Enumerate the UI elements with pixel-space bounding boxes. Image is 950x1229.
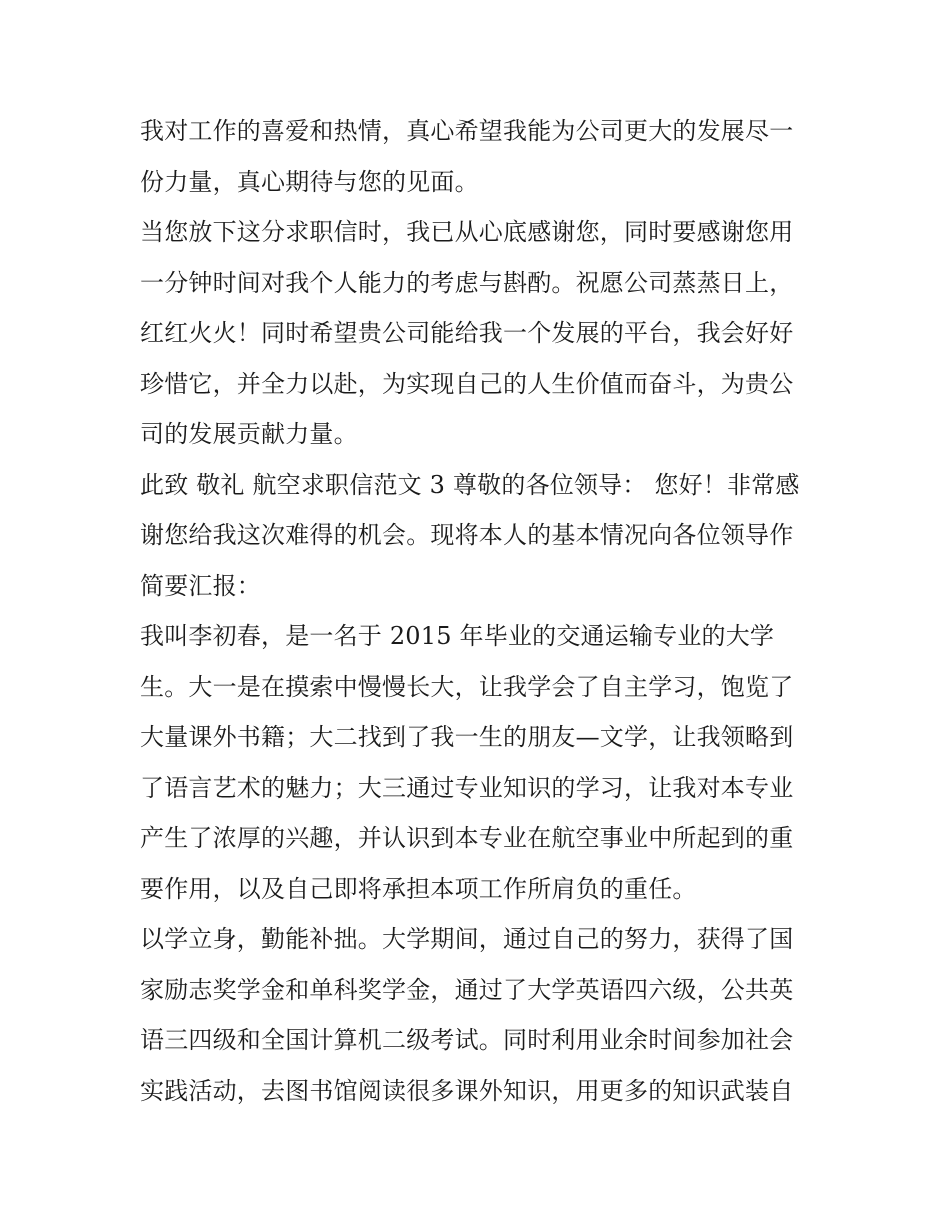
text-line: 我叫李初春，是一名于 2015 年毕业的交通运输专业的大学	[140, 622, 775, 650]
text-line: 实践活动，去图书馆阅读很多课外知识，用更多的知识武装自	[140, 1076, 794, 1105]
text-line: 一分钟时间对我个人能力的考虑与斟酌。祝愿公司蒸蒸日上，	[140, 268, 794, 297]
text-line: 红红火火！同时希望贵公司能给我一个发展的平台，我会好好	[140, 319, 794, 347]
text-line: 谢您给我这次难得的机会。现将本人的基本情况向各位领导作	[140, 521, 794, 549]
text-line: 以学立身，勤能补拙。大学期间，通过自己的努力，获得了国	[140, 925, 794, 953]
document-body	[140, 106, 820, 1116]
text-line: 语三四级和全国计算机二级考试。同时利用业余时间参加社会	[140, 1026, 794, 1054]
text-line: 我对工作的喜爱和热情，真心希望我能为公司更大的发展尽一	[140, 117, 794, 145]
text-line: 产生了浓厚的兴趣，并认识到本专业在航空事业中所起到的重	[140, 824, 794, 852]
text-line: 珍惜它，并全力以赴，为实现自己的人生价值而奋斗，为贵公	[140, 369, 794, 398]
text-line: 简要汇报：	[140, 571, 261, 600]
text-line: 要作用，以及自己即将承担本项工作所肩负的重任。	[140, 874, 697, 903]
text-line: 大量课外书籍；大二找到了我一生的朋友—文学，让我领略到	[140, 723, 794, 751]
text-line: 生。大一是在摸索中慢慢长大，让我学会了自主学习，饱览了	[140, 672, 794, 701]
text-line: 当您放下这分求职信时，我已从心底感谢您，同时要感谢您用	[140, 218, 794, 246]
text-line: 此致 敬礼 航空求职信范文 3 尊敬的各位领导： 您好！非常感	[140, 470, 800, 499]
text-line: 了语言艺术的魅力；大三通过专业知识的学习，让我对本专业	[140, 773, 794, 802]
text-line: 家励志奖学金和单科奖学金，通过了大学英语四六级，公共英	[140, 975, 794, 1004]
text-line: 司的发展贡献力量。	[140, 420, 358, 448]
text-line: 份力量，真心期待与您的见面。	[140, 167, 479, 196]
